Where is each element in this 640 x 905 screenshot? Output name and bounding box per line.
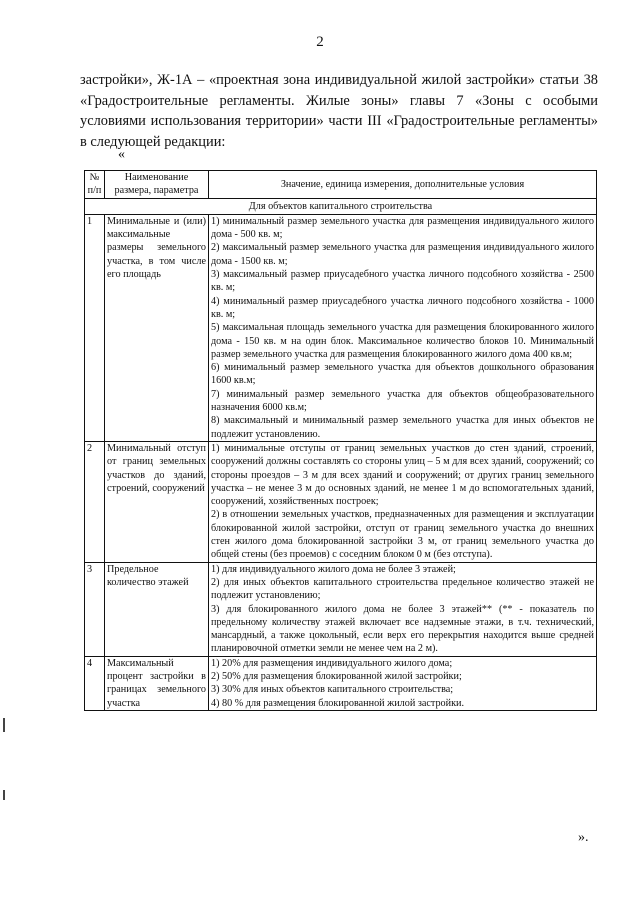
section-row	[85, 198, 597, 214]
value-item: 8) максимальный и минимальный размер земельного участка для иных объектов не подлежит установлению.	[211, 415, 594, 440]
closing-quote: ».	[578, 830, 589, 845]
row-name: Максимальный процент застройки в границах земельного участка	[105, 656, 209, 710]
row-name: Минимальные и (или) максимальные размеры земельного участка, в том числе его площадь	[105, 214, 209, 441]
value-item: 3) для блокированного жилого дома не более 3 этажей** (** - показатель по предельному количеству этажей включает все надземные этажи, в т.ч. технический, мансардный, а также цокольный, если верх его перекрытия находится выше средней планировочной отметки земли не менее чем на 2 м).	[211, 603, 594, 655]
intro-paragraph: застройки», Ж-1А – «проектная зона индивидуальной жилой застройки» статьи 38 «Градостроительные регламенты. Жилые зоны» главы 7 «Зоны с особыми условиями использования территории» части III «Градостроительные регламенты» в следующей редакции:	[80, 72, 598, 150]
value-item: 2) максимальный размер земельного участка для размещения индивидуального жилого дома - 1500 кв. м;	[211, 242, 594, 267]
value-item: 1) 20% для размещения индивидуального жилого дома;	[211, 657, 453, 669]
row-num: 1	[85, 214, 105, 441]
row-num: 3	[85, 562, 105, 656]
value-item: 5) максимальная площадь земельного участка для размещения блокированного жилого дома - 150 кв. м на один блок. Максимальное количество блоков 10. Минимальный размер земельного участка для размещения блокированного жилого дома 400 кв.м;	[211, 322, 594, 360]
value-item: 6) минимальный размер земельного участка для объектов дошкольного образования 1600 кв.м;	[211, 362, 594, 387]
value-item: 1) для индивидуального жилого дома не более 3 этажей;	[211, 563, 456, 575]
table-row	[85, 441, 597, 562]
value-item: 4) 80 % для размещения блокированной жилой застройки.	[211, 697, 465, 709]
row-name: Предельное количество этажей	[105, 562, 209, 656]
table-header-row	[85, 171, 597, 199]
row-values	[209, 441, 597, 562]
table-row	[85, 562, 597, 656]
header-num: № п/п	[85, 171, 105, 199]
scan-margin-mark	[3, 790, 5, 800]
row-num: 4	[85, 656, 105, 710]
value-item: 1) минимальные отступы от границ земельных участков до стен зданий, строений, сооружений должны составлять со стороны улиц – 5 м для всех зданий, сооружений; со стороны проездов – 3 м для всех зданий и сооружений; от других границ земельного участка – не менее 3 м до основных зданий, не менее 1 м до вспомогательных зданий, сооружений, хозяйственных построек;	[211, 442, 594, 508]
row-values	[209, 562, 597, 656]
value-item: 2) для иных объектов капитального строительства предельное количество этажей не подлежит установлению;	[211, 576, 594, 602]
header-name: Наименование размера, параметра	[105, 171, 209, 199]
row-values	[209, 656, 597, 710]
row-name: Минимальный отступ от границ земельных участков до зданий, строений, сооружений	[105, 441, 209, 562]
scan-margin-mark	[3, 718, 5, 732]
section-title: Для объектов капитального строительства	[85, 198, 597, 214]
value-item: 7) минимальный размер земельного участка для объектов общеобразовательного назначения 6000 кв.м;	[211, 388, 594, 414]
row-num: 2	[85, 441, 105, 562]
value-item: 3) максимальный размер приусадебного участка личного подсобного хозяйства - 2500 кв. м;	[211, 269, 594, 294]
regulations-table	[84, 170, 597, 711]
value-item: 2) в отношении земельных участков, предназначенных для размещения и эксплуатации блокированной жилой застройки, отступ от границ земельного участка до внешних стен жилого дома блокированной застройки 3 м, от границ земельного участка до общей стены (без проемов) с соседним блоком 0 м (без отступа).	[211, 509, 594, 561]
value-item: 4) минимальный размер приусадебного участка личного подсобного хозяйства - 1000 кв. м;	[211, 295, 594, 320]
value-item: 3) 30% для иных объектов капитального строительства;	[211, 684, 454, 696]
page-number: 2	[316, 34, 324, 50]
table-row	[85, 214, 597, 441]
table-row	[85, 656, 597, 710]
value-item: 2) 50% для размещения блокированной жилой застройки;	[211, 670, 462, 682]
row-values	[209, 214, 597, 441]
value-item: 1) минимальный размер земельного участка для размещения индивидуального жилого дома - 500 кв. м;	[211, 215, 594, 241]
header-value: Значение, единица измерения, дополнительные условия	[209, 171, 597, 199]
opening-quote: «	[118, 147, 125, 162]
